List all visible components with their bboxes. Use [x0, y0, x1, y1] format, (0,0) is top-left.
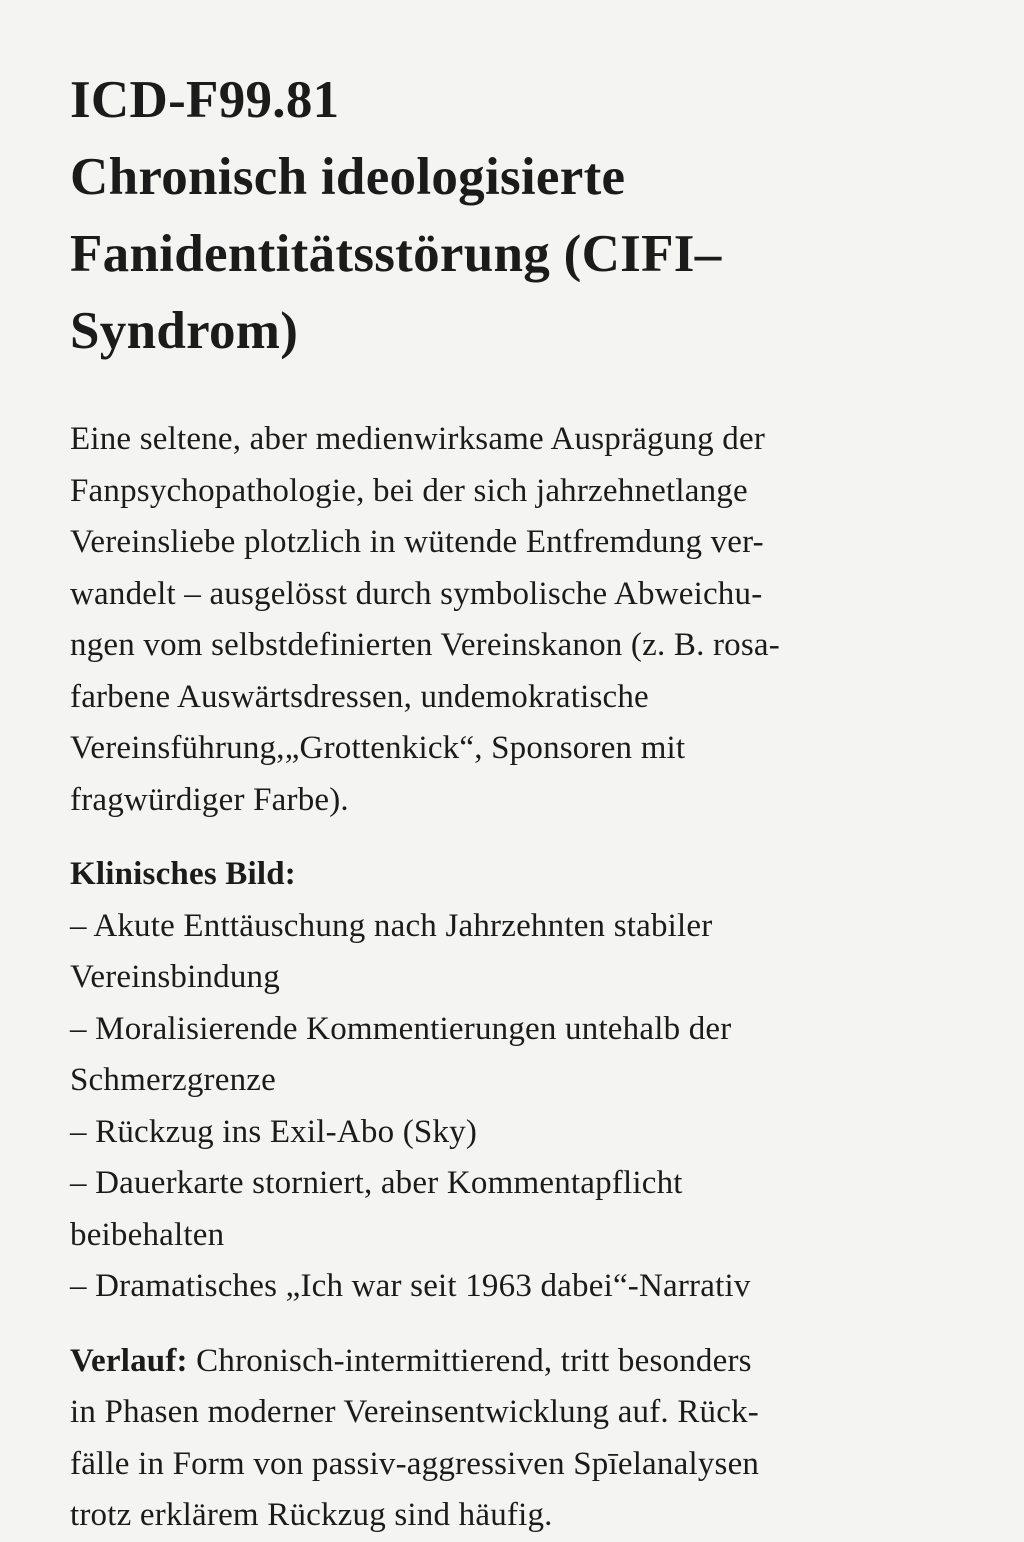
title-line-1: ICD-F99.81 [70, 71, 340, 129]
intro-line-7: Vereinsführung,„Grottenkick“, Sponsoren mit [70, 730, 686, 766]
symptom-item [70, 1107, 970, 1159]
symptom-item [70, 1261, 970, 1313]
course-label: Verlauf: [70, 1342, 188, 1379]
title-line-4: Syndrom) [70, 302, 299, 360]
intro-line-8: fragwürdiger Farbe). [70, 781, 349, 818]
course-text-1: Chronisch-intermittierend, tritt besonders [196, 1342, 752, 1379]
document-title [70, 62, 970, 370]
symptom-line: Schmerzgrenze [70, 1062, 276, 1098]
symptom-item [70, 1158, 970, 1261]
intro-line-3: Vereinsliebe plotzlich in wütende Entfremdung ver- [70, 524, 764, 560]
symptom-line: – Rückzug ins Exil-Abo (Sky) [70, 1113, 478, 1150]
intro-line-1: Eine seltene, aber medienwirksame Ausprägung der [70, 421, 766, 457]
title-line-3: Fanidentitätsstörung (CIFI– [70, 225, 722, 283]
course-section [70, 1336, 970, 1542]
symptom-item [70, 901, 970, 1004]
symptom-line: Vereinsbindung [70, 959, 280, 995]
symptom-line: – Dauerkarte storniert, aber Kommentapflicht [70, 1165, 683, 1201]
course-line-3: fälle in Form von passiv-aggressiven Spīelanalysen [70, 1445, 760, 1482]
clinical-heading: Klinisches Bild: [70, 856, 296, 892]
intro-line-2: Fanpsychopathologie, bei der sich jahrzehnetlange [70, 472, 748, 509]
intro-line-4: wandelt – ausgelösst durch symbolische Abweichu- [70, 575, 763, 612]
course-line-4: trotz erklärem Rückzug sind häufig. [70, 1497, 553, 1533]
title-line-2: Chronisch ideologisierte [70, 148, 626, 206]
symptom-line: beibehalten [70, 1216, 225, 1253]
course-line-2: in Phasen moderner Vereinsentwicklung auf. Rück- [70, 1394, 759, 1430]
symptom-item [70, 1004, 970, 1107]
clinical-section [70, 849, 970, 1313]
intro-line-6: farbene Auswärtsdressen, undemokratische [70, 678, 649, 715]
intro-paragraph [70, 414, 970, 826]
intro-line-5: ngen vom selbstdefinierten Vereinskanon (z. B. rosa- [70, 627, 780, 663]
document-page [70, 62, 970, 1542]
symptom-line: – Akute Enttäuschung nach Jahrzehnten stabiler [70, 907, 713, 944]
symptom-line: – Dramatisches „Ich war seit 1963 dabei“-Narrativ [70, 1268, 751, 1304]
symptom-line: – Moralisierende Kommentierungen untehalb der [70, 1010, 732, 1047]
course-line-1 [70, 1336, 970, 1388]
